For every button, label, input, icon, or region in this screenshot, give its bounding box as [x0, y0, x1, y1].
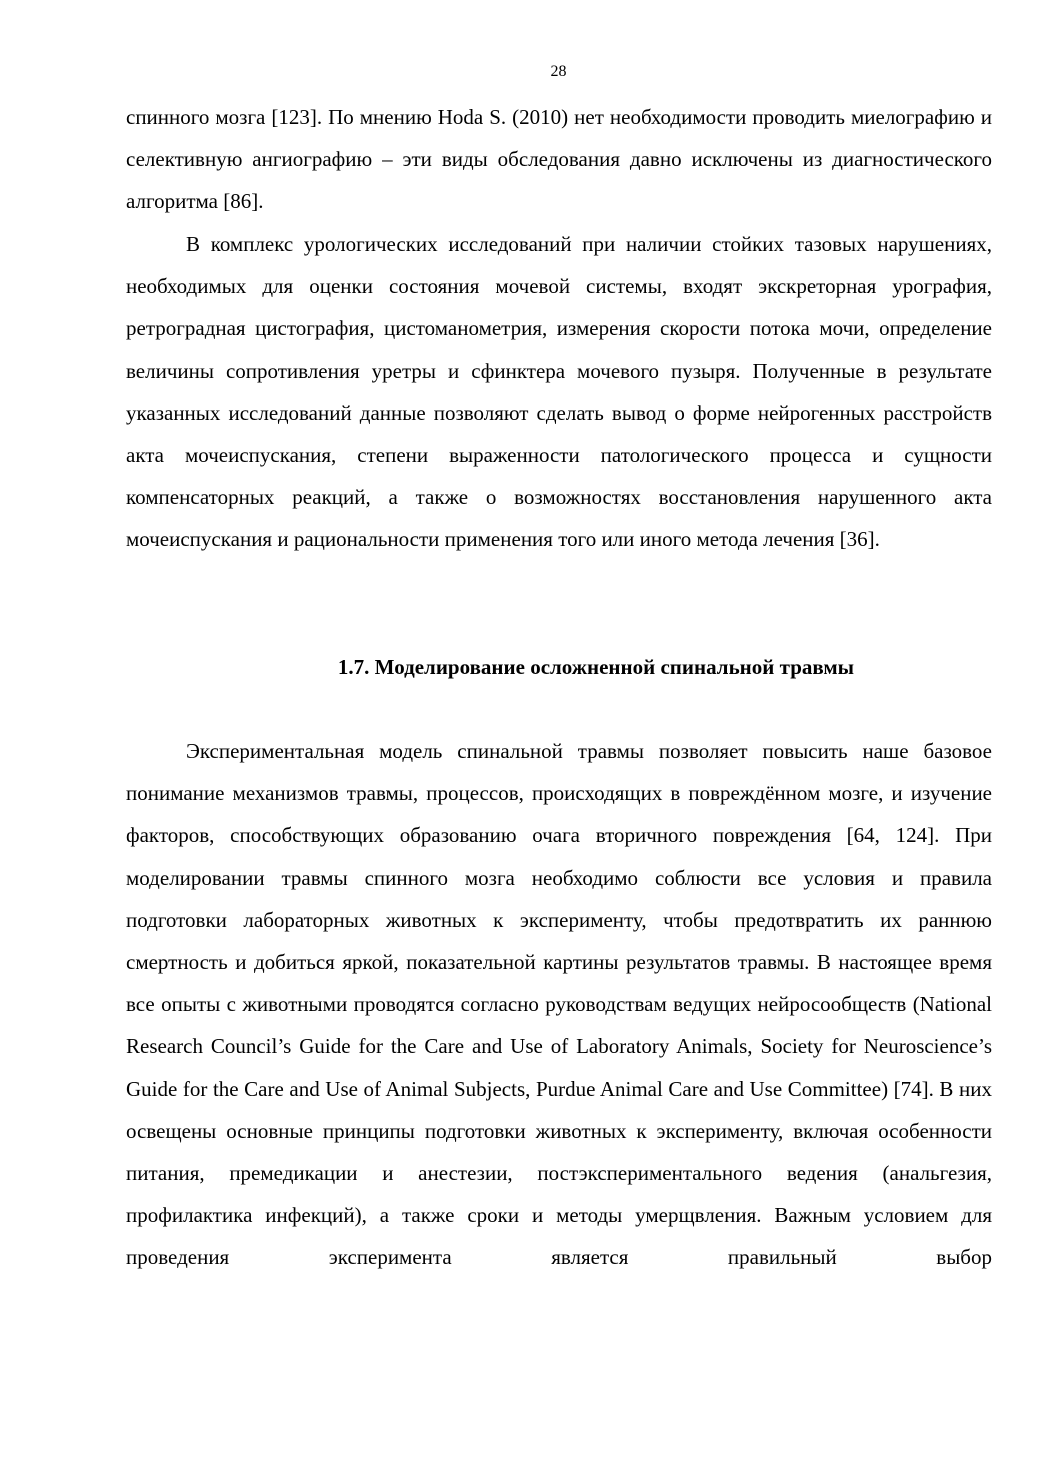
paragraph-experimental-model: Экспериментальная модель спинальной травмы позволяет повысить наше базовое понимание механизмов травмы, процессов, происходящих в повреждённом мозге, и изучение факторов, способствующих образованию очага вторичного повреждения [64, 124]. При моделировании травмы спинного мозга необходимо соблюсти все условия и правила подготовки лабораторных животных к эксперименту, чтобы предотвратить их раннюю смертность и добиться яркой, показательной картины результатов травмы. В настоящее время все опыты с животными проводятся согласно руководствам ведущих нейросообществ (National Research Council’s Guide for the Care and Use of Laboratory Animals, Society for Neuroscience’s Guide for the Care and Use of Animal Subjects, Purdue Animal Care and Use Committee) [74]. В них освещены основные принципы подготовки животных к эксперименту, включая особенности питания, премедикации и анестезии, постэкспериментального ведения (анальгезия, профилактика инфекций), а также сроки и методы умерщвления. Важным условием для проведения эксперимента является правильный выбор — [126, 739, 992, 1270]
paragraph-myelography: спинного мозга [123]. По мнению Hoda S. (2010) нет необходимости проводить миелографию и селективную ангиографию – эти виды обследования давно исключены из диагностического алгоритма [86]. — [126, 105, 992, 214]
page-number: 28 — [550, 63, 567, 80]
paragraph-urology-studies: В комплекс урологических исследований при наличии стойких тазовых нарушениях, необходимых для оценки состояния мочевой системы, входят экскреторная урография, ретроградная цистография, цистоманометрия, измерения скорости потока мочи, определение величины сопротивления уретры и сфинктера мочевого пузыря. Полученные в результате указанных исследований данные позволяют сделать вывод о форме нейрогенных расстройств акта мочеиспускания, степени выраженности патологического процесса и сущности компенсаторных реакций, а также о возможностях восстановления нарушенного акта мочеиспускания и рациональности применения того или иного метода лечения [36]. — [126, 232, 992, 552]
section-heading: 1.7. Моделирование осложненной спинальной травмы — [337, 655, 855, 679]
